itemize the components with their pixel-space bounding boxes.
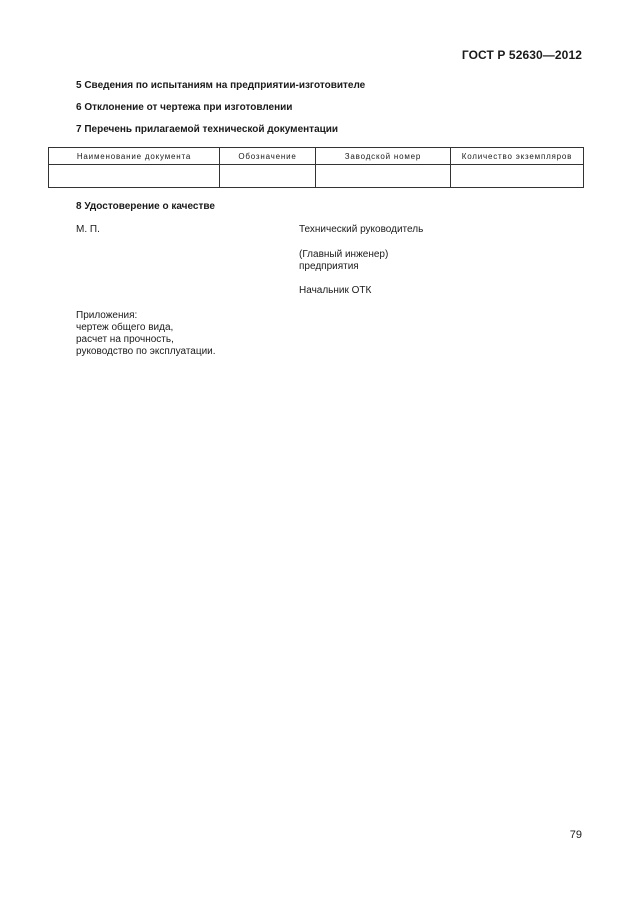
attachment-item: руководство по эксплуатации.: [76, 346, 216, 357]
section-6-heading: 6 Отклонение от чертежа при изготовлении: [76, 102, 293, 113]
table-row: [49, 165, 584, 188]
column-header-copies-count: Количество экземпляров: [451, 148, 584, 165]
documentation-table: [48, 147, 584, 188]
table-cell: [220, 165, 316, 188]
page-header: ГОСТ Р 52630—2012: [461, 48, 582, 62]
column-header-document-name: Наименование документа: [49, 148, 220, 165]
column-header-serial-number: Заводской номер: [316, 148, 451, 165]
enterprise-label: предприятия: [299, 261, 359, 272]
table-cell: [451, 165, 584, 188]
chief-engineer-label: (Главный инженер): [299, 249, 389, 260]
stamp-label: М. П.: [76, 224, 100, 235]
column-header-designation: Обозначение: [220, 148, 316, 165]
section-5-heading: 5 Сведения по испытаниям на предприятии-изготовителе: [76, 80, 366, 91]
attachment-item: чертеж общего вида,: [76, 322, 174, 333]
qc-head-label: Начальник ОТК: [299, 285, 372, 296]
attachments-block: [76, 310, 216, 358]
table-cell: [49, 165, 220, 188]
table-cell: [316, 165, 451, 188]
attachment-item: расчет на прочность,: [76, 334, 174, 345]
page-number: 79: [569, 829, 582, 841]
section-8-heading: 8 Удостоверение о качестве: [76, 201, 215, 212]
section-7-heading: 7 Перечень прилагаемой технической документации: [76, 124, 339, 135]
table-header-row: [49, 148, 584, 165]
attachments-title: Приложения:: [76, 310, 138, 321]
tech-head-label: Технический руководитель: [299, 224, 424, 235]
